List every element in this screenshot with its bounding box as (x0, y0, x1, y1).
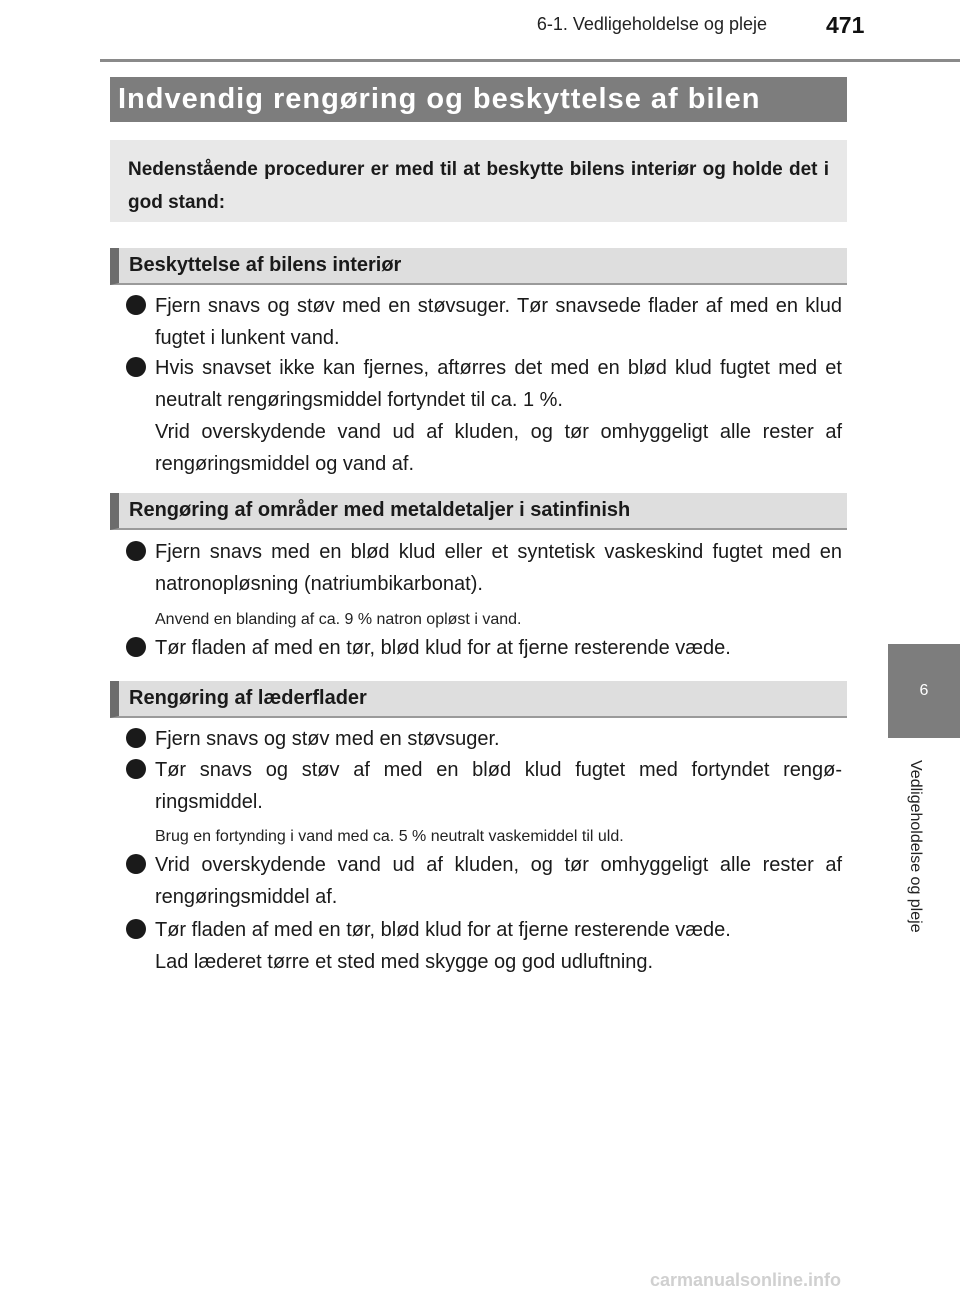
header-section-title: 6-1. Vedligeholdelse og pleje (536, 14, 767, 34)
list-item (126, 632, 842, 664)
list-item (126, 290, 842, 354)
watermark: carmanualsonline.info (650, 1270, 842, 1290)
bullet-text: Vrid overskydende vand ud af kluden, og tør omhyggeligt alle rester af rengøringsmiddel af. (155, 854, 842, 908)
bullet-text: Hvis snavset ikke kan fjernes, aftørres det med en blød klud fugtet med et neutralt rengøringsmiddel fortyndet til ca. 1 %. (155, 357, 842, 411)
bullet-text-continued: Vrid overskydende vand ud af kluden, og tør omhyggeligt alle rester af rengøringsmiddel og vand af. (155, 421, 842, 475)
section-heading-leather: Rengøring af læderflader (110, 681, 847, 718)
bullet-icon (126, 728, 146, 748)
bullet-text: Fjern snavs og støv med en støvsuger. (155, 728, 500, 750)
bullet-text-continued: Lad læderet tørre et sted med skygge og god udluftning. (155, 951, 654, 973)
bullet-text: Tør fladen af med en tør, blød klud for at fjerne resterende væde. (155, 637, 731, 659)
chapter-tab: 6 (888, 644, 960, 738)
list-item (126, 536, 842, 600)
list-item (126, 849, 842, 913)
bullet-text: Tør fladen af med en tør, blød klud for at fjerne resterende væde. (155, 919, 731, 941)
bullet-text: Tør snavs og støv af med en blød klud fugtet med fortyndet rengø-ringsmiddel. (155, 759, 842, 813)
bullet-icon (126, 919, 146, 939)
bullet-icon (126, 637, 146, 657)
chapter-label: Vedligeholdelse og pleje (907, 760, 924, 933)
list-item (126, 754, 842, 818)
page-number: 471 (826, 12, 865, 38)
header-rule (100, 59, 960, 62)
list-item (126, 352, 842, 480)
section-heading-interior: Beskyttelse af bilens interiør (110, 248, 847, 285)
list-item (126, 914, 842, 978)
bullet-text: Fjern snavs og støv med en støvsuger. Tør snavsede flader af med en klud fugtet i lunkent vand. (155, 295, 842, 349)
list-item (126, 723, 842, 755)
note-text: Brug en fortynding i vand med ca. 5 % neutralt vaskemiddel til uld. (155, 828, 624, 845)
bullet-icon (126, 541, 146, 561)
bullet-icon (126, 759, 146, 779)
bullet-text: Fjern snavs med en blød klud eller et syntetisk vaskeskind fugtet med en natronopløsning (natriumbikarbonat). (155, 541, 842, 595)
note-text: Anvend en blanding af ca. 9 % natron opløst i vand. (155, 611, 522, 628)
bullet-icon (126, 357, 146, 377)
intro-box: Nedenstående procedurer er med til at beskytte bilens interiør og holde det i god stand: (110, 140, 847, 222)
bullet-icon (126, 295, 146, 315)
bullet-icon (126, 854, 146, 874)
page-title: Indvendig rengøring og beskyttelse af bilen (110, 77, 847, 122)
section-heading-satin-metal: Rengøring af områder med metaldetaljer i satinfinish (110, 493, 847, 530)
